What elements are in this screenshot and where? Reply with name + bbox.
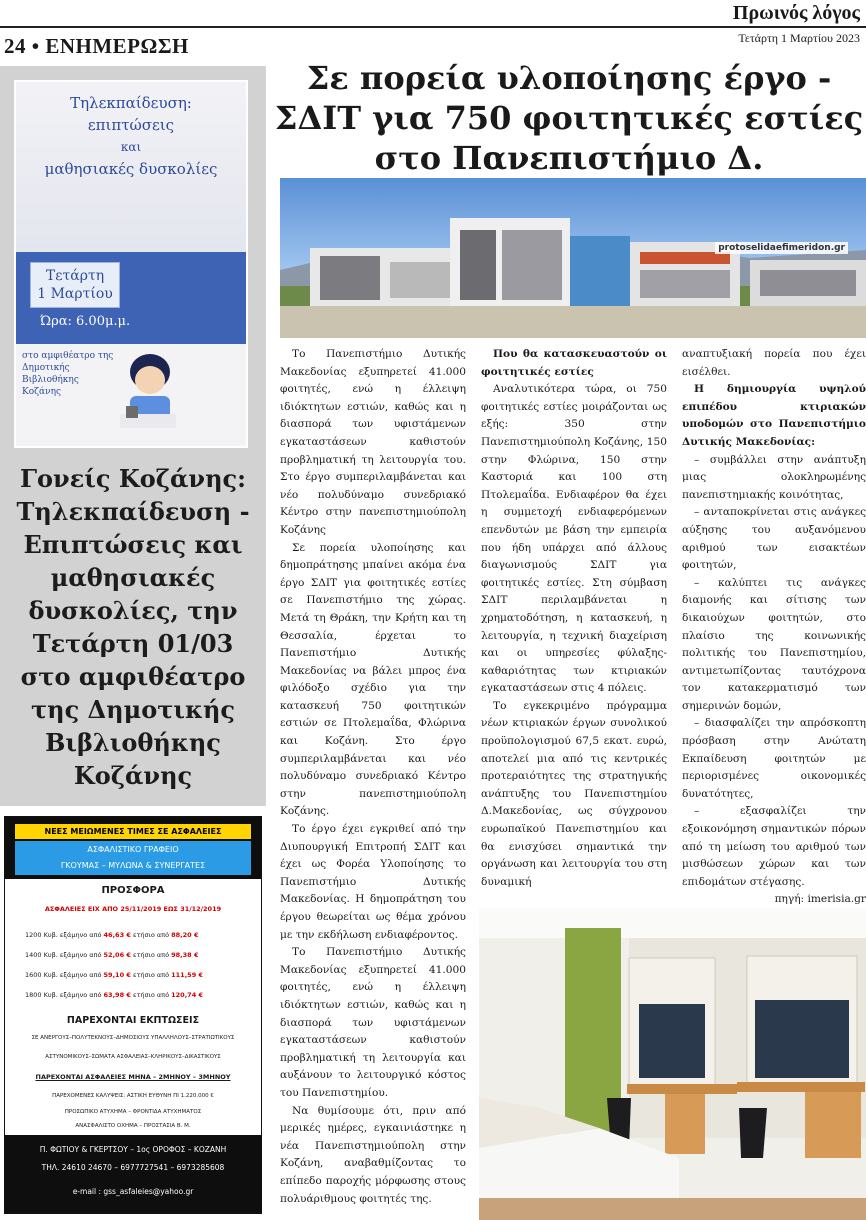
- ad-agency-line: ΑΣΦΑΛΙΣΤΙΚΟ ΓΡΑΦΕΙΟ: [87, 845, 179, 854]
- masthead-rule: [0, 26, 866, 28]
- poster-date: 1 Μαρτίου: [37, 286, 113, 302]
- ad-agency-line: ΓΚΟΥΜΑΣ – ΜΥΛΩΝΑ & ΣΥΝΕΡΓΑΤΕΣ: [60, 861, 206, 870]
- poster-title-line: μαθησιακές δυσκολίες: [44, 160, 218, 178]
- poster-title-line: και: [120, 140, 142, 154]
- campus-photo-drawing: [280, 178, 866, 338]
- article-subheading: Η δημιουργία υψηλού επιπέδου κτιριακών υποδομών στο Πανεπιστήμιο Δυτικής Μακεδονίας:: [682, 383, 866, 448]
- insurance-advertisement: [4, 816, 262, 1214]
- article-bullet: – καλύπτει τις ανάγκες διαμονής και σίτισης των δικαιούχων φοιτητών, στο πλαίσιο της κοινωνικής πολιτικής του Πανεπιστημίου, αντιμετωπίζοντας ταυτόχρονα τον κατακερματισμό των σημερινών δομών,: [682, 576, 866, 712]
- ad-monthly: ΠΑΡΕΧΟΝΤΑΙ ΑΣΦΑΛΕΙΕΣ ΜΗΝΑ – 2ΜΗΝΟΥ – 3ΜΗΝΟΥ: [35, 1073, 231, 1081]
- article-paragraph: Αναλυτικότερα τώρα, οι 750 φοιτητικές εστίες μοιράζονται ως εξής: 350 στην Πανεπιστημιούπολη Κοζάνης, 150 στην Φλώρινα, 150 στην Καστοριά και 100 στη Πτολεμαΐδα. Ενδιαφέρον θα έχει η συμμετοχή ενδιαφερόμενων επενδυτών με βάση την εμπειρία που ήδη υπάρχει από άλλους διαγωνισμούς ΣΔΙΤ για φοιτητικές εστίες. Στη σύμβαση ΣΔΙΤ περιλαμβάνεται η χρηματοδότηση, η κατασκευή, η λειτουργία, η τεχνική διαχείριση και οι υπηρεσίες φύλαξης-καθαριότητας των κτιριακών εγκαταστάσεων στις 4 πόλεις.: [481, 383, 667, 695]
- student-illustration-icon: [116, 348, 180, 432]
- newspaper-name: Πρωινός λόγος: [732, 2, 860, 24]
- article-bullet: – συμβάλλει στην ανάπτυξη μιας ολοκληρωμένης πανεπιστημιακής κοινότητας,: [682, 453, 866, 501]
- photo-watermark: protoselidaefimeridon.gr: [715, 242, 848, 254]
- price-row: 1600 Κυβ. εξάμηνο από 59,10 € ετήσιο από 111,59 €: [25, 971, 204, 979]
- poster-venue: στο αμφιθέατρο της Δημοτικής Βιβλιοθήκης Κοζάνης: [22, 351, 114, 397]
- left-headline: Γονείς Κοζάνης: Τηλεκπαίδευση - Επιπτώσεις και μαθησιακές δυσκολίες, την Τετάρτη 01/03 στο αμφιθέατρο της Δημοτικής Βιβλιοθήκης Κοζάνης: [16, 464, 250, 790]
- ad-price-list: [25, 925, 255, 1005]
- issue-date: Τετάρτη 1 Μαρτίου 2023: [738, 31, 860, 45]
- article-column-1: [280, 346, 466, 1208]
- dorm-photo-drawing: [479, 908, 866, 1220]
- article-bullet: – εξασφαλίζει την εξοικονόμηση σημαντικών πόρων από τη μείωση του αριθμού των μισθώσεων χώρων και των επιδομάτων στέγασης.: [682, 805, 866, 888]
- article-bullet: – διασφαλίζει την απρόσκοπτη πρόσβαση στην Ανώτατη Εκπαίδευση φοιτητών με περιορισμένες οικονομικές δυνατότητες,: [682, 717, 866, 800]
- ad-coverage: ΠΑΡΕΧΟΜΕΝΕΣ ΚΑΛΥΨΕΙΣ: ΑΣΤΙΚΗ ΕΥΘΥΝΗ ΠΙ 1.220.000 €: [52, 1093, 214, 1099]
- event-poster: [14, 80, 248, 448]
- poster-title-line: Τηλεκπαίδευση:: [70, 94, 192, 112]
- ad-contact-band: [5, 1135, 261, 1214]
- ad-new-prices: ΝΕΕΣ ΜΕΙΩΜΕΝΕΣ ΤΙΜΕΣ ΣΕ ΑΣΦΑΛΕΙΕΣ: [15, 824, 251, 839]
- article-paragraph: Το εγκεκριμένο πρόγραμμα νέων κτιριακών έργων συνολικού προϋπολογισμού 67,5 εκατ. ευρώ, αποτελεί μια από τις κεντρικές προτεραιότητες της στρατηγικής ανάπτυξης του Πανεπιστημίου Δ.Μακεδονίας, ως σύγχρονου ευρωπαϊκού Πανεπιστημίου και θα ενισχύσει σημαντικά την οργάνωση και λειτουργία του στη δυναμική: [481, 699, 667, 888]
- article-headline: Σε πορεία υλοποίησης έργο - ΣΔΙΤ για 750 φοιτητικές εστίες στο Πανεπιστήμιο Δ.: [274, 59, 864, 177]
- price-row: 1400 Κυβ. εξάμηνο από 52,06 € ετήσιο από 98,38 €: [25, 951, 199, 959]
- article-column-3: [682, 346, 866, 909]
- poster-title-line: επιπτώσεις: [87, 116, 175, 134]
- ad-address: Π. ΦΩΤΙΟΥ & ΓΚΕΡΤΣΟΥ – 1ος ΟΡΟΦΟΣ – ΚΟΖΑΝΗ: [39, 1145, 227, 1154]
- ad-discounts-title: ΠΑΡΕΧΟΝΤΑΙ ΕΚΠΤΩΣΕΙΣ: [66, 1015, 200, 1026]
- article-source: πηγή: imerisia.gr: [774, 893, 866, 906]
- poster-date-box: [30, 262, 120, 308]
- dorm-room-photo: [479, 908, 866, 1220]
- article-paragraph: Το Πανεπιστήμιο Δυτικής Μακεδονίας εξυπηρετεί 41.000 φοιτητές, ενώ η έλλειψη ιδιόκτητων εστιών, καθώς και η διασπορά των υφιστάμενων εγκαταστάσεων καθιστούν προβληματική τη λειτουργία και αυξάνουν το λειτουργικό κόστος του Πανεπιστημίου.: [280, 946, 466, 1099]
- article-paragraph: Σε πορεία υλοποίησης και δημοπράτησης μπαίνει ακόμα ένα έργο ΣΔΙΤ για φοιτητικές εστίες σε Πανεπιστήμιο της χώρας. Μετά τη Θράκη, την Κρήτη και τη Θεσσαλία, έρχεται το Πανεπιστήμιο Δυτικής Μακεδονίας να βάλει μπρος ένα φιλόδοξο σχέδιο για την κατασκευή 750 φοιτητικών εστιών σε Πτολεμαΐδα, Φλώρινα και Κοζάνη. Στο έργο συμπεριλαμβάνεται και νέο πολυδύναμο συνεδριακό Κέντρο στην πανεπιστημιούπολη Κοζάνης.: [280, 541, 466, 818]
- article-paragraph: Να θυμίσουμε ότι, πριν από μερικές ημέρες, εγκαινιάστηκε η νέα Πανεπιστημιούπολη στην Κοζάνη, αναβαθμίζοντας το επίπεδο παροχής μόρφωσης στους πολυάριθμους φοιτητές της.: [280, 1104, 466, 1205]
- ad-phones: ΤΗΛ. 24610 24670 – 6977727541 – 6973285608: [41, 1163, 225, 1172]
- article-subheading: Που θα κατασκευαστούν οι φοιτητικές εστίες: [481, 348, 667, 378]
- price-row: 1200 Κυβ. εξάμηνο από 46,63 € ετήσιο από 88,20 €: [25, 931, 199, 939]
- article-bullet: – ανταποκρίνεται στις ανάγκες αύξησης του αυξανόμενου αριθμού των εισακτέων φοιτητών,: [682, 506, 866, 572]
- price-row: 1800 Κυβ. εξάμηνο από 63,98 € ετήσιο από 120,74 €: [25, 991, 204, 999]
- ad-offer-title: ΠΡΟΣΦΟΡΑ: [101, 885, 165, 896]
- article-paragraph: αναπτυξιακή πορεία που έχει εισέλθει.: [682, 348, 866, 378]
- ad-discount-groups: ΣΕ ΑΝΕΡΓΟΥΣ–ΠΟΛΥΤΕΚΝΟΥΣ–ΔΗΜΟΣΙΟΥΣ ΥΠΑΛΛΗΛΟΥΣ–ΣΤΡΑΤΙΩΤΙΚΟΥΣ: [31, 1035, 235, 1041]
- ad-discount-groups: ΑΣΤΥΝΟΜΙΚΟΥΣ–ΣΩΜΑΤΑ ΑΣΦΑΛΕΙΑΣ–ΚΛΗΡΙΚΟΥΣ–ΔΙΚΑΣΤΙΚΟΥΣ: [45, 1054, 221, 1060]
- poster-title: [16, 92, 246, 180]
- poster-day: Τετάρτη: [45, 268, 105, 284]
- article-paragraph: Το Πανεπιστήμιο Δυτικής Μακεδονίας εξυπηρετεί 41.000 φοιτητές, ενώ η έλλειψη ιδιόκτητων εστιών, καθώς και η διασπορά των υφιστάμενων εγκαταστάσεων καθιστούν προβληματική τη λειτουργία του. Στο έργο συμπεριλαμβάνεται και νέο πολυδύναμο συνεδριακό Κέντρο στην πανεπιστημιούπολη Κοζάνης: [280, 348, 466, 536]
- ad-offer-period: ΑΣΦΑΛΕΙΕΣ ΕΙΧ ΑΠΟ 25/11/2019 ΕΩΣ 31/12/2019: [44, 905, 222, 913]
- ad-coverage: ΑΝΑΣΦΑΛΙΣΤΟ ΟΧΗΜΑ – ΠΡΟΣΤΑΣΙΑ Β. Μ.: [75, 1123, 191, 1129]
- campus-buildings-photo: [280, 178, 866, 338]
- ad-agency-name: [15, 841, 251, 875]
- page-section: 24 • ΕΝΗΜΕΡΩΣΗ: [4, 34, 189, 58]
- poster-time: Ώρα: 6.00μ.μ.: [40, 314, 131, 329]
- ad-coverage: ΠΡΟΣΩΠΙΚΟ ΑΤΥΧΗΜΑ – ΦΡΟΝΤΙΔΑ ΑΤΥΧΗΜΑΤΟΣ: [64, 1109, 202, 1115]
- ad-email[interactable]: e-mail : gss_asfaleies@yahoo.gr: [72, 1187, 194, 1196]
- article-paragraph: Το έργο έχει εγκριθεί από την Διυπουργική Επιτροπή ΣΔΙΤ και έχει ως Φορέα Υλοποίησης το Πανεπιστήμιο Δυτικής Μακεδονίας. Η δημοπράτηση του έργου θεωρείται ως θέμα χρόνου με την εκδήλωση ενδιαφέροντος.: [280, 823, 466, 941]
- article-column-2: [481, 346, 667, 891]
